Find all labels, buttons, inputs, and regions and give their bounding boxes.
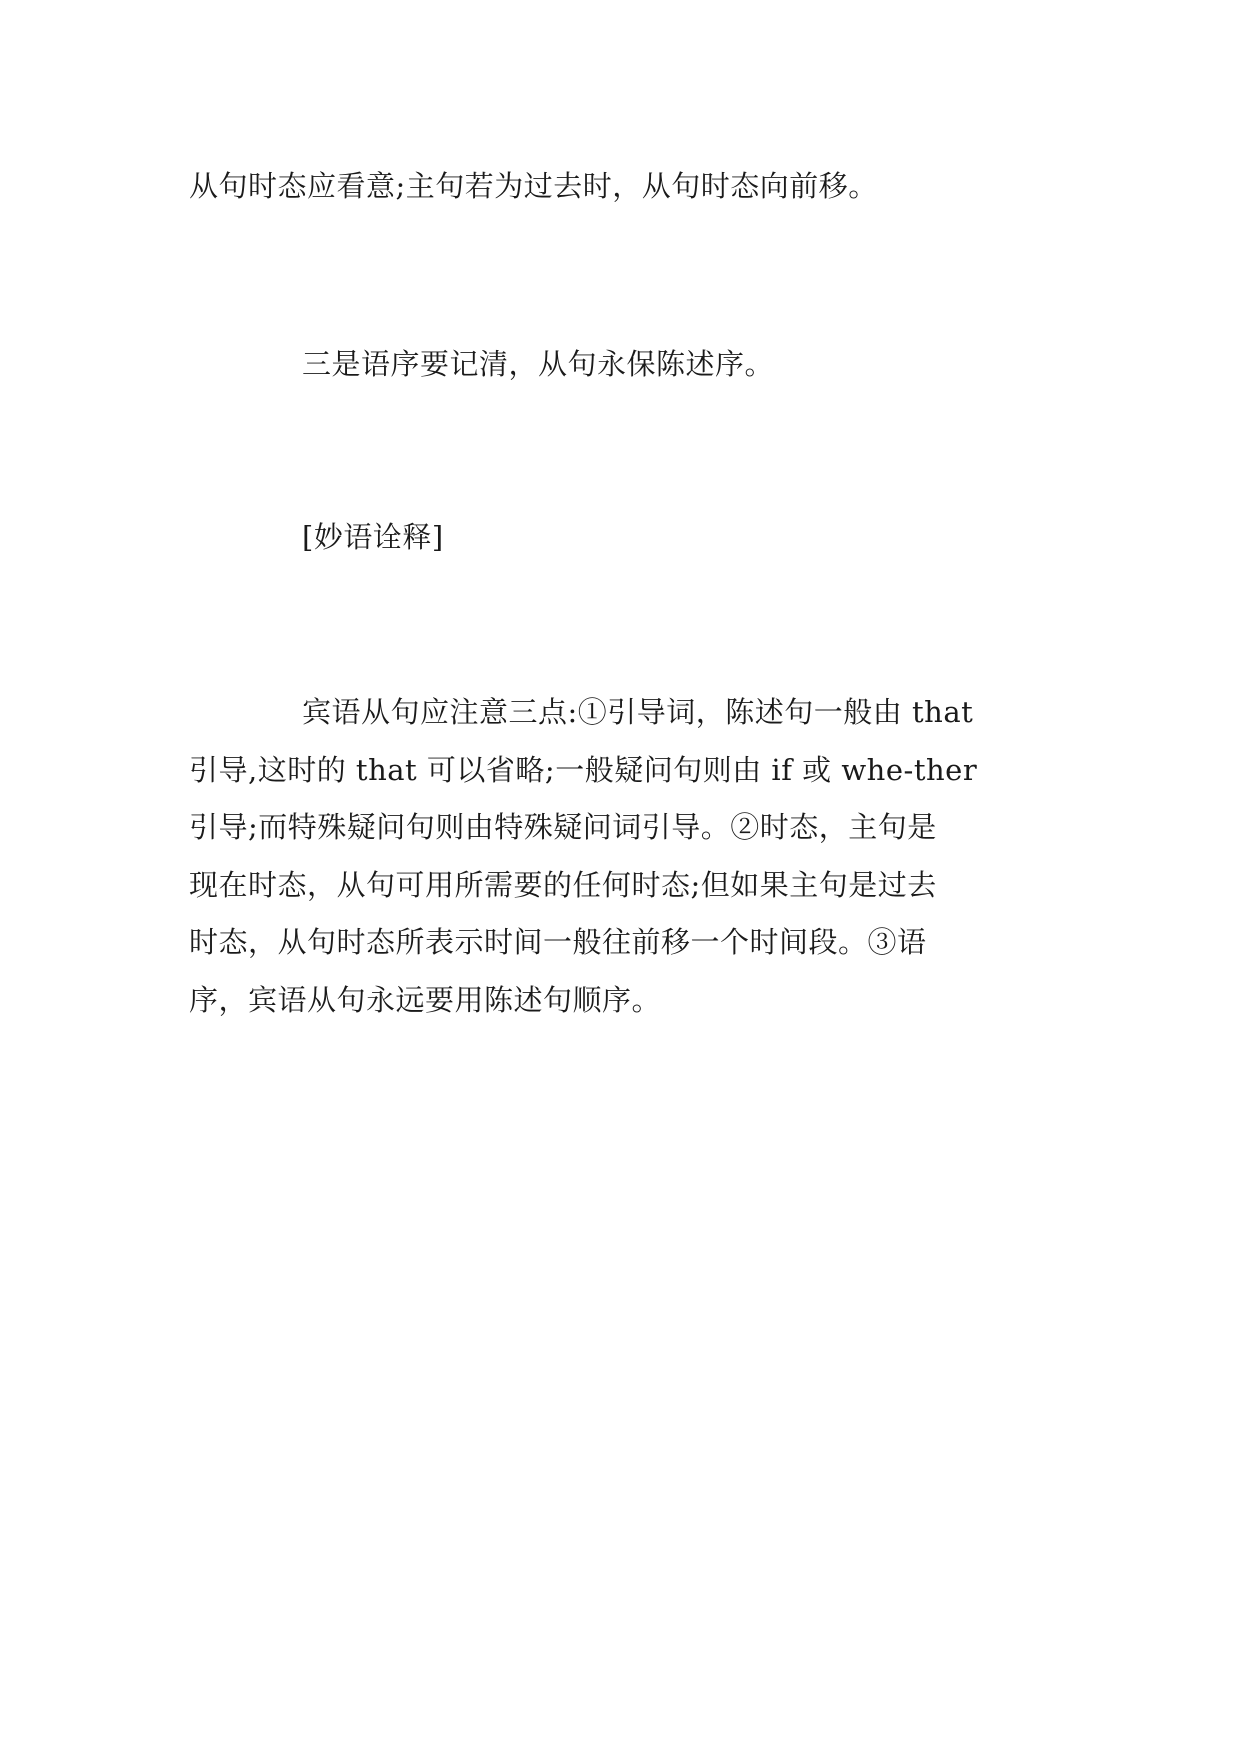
explanation-line: 现在时态，从句可用所需要的任何时态;但如果主句是过去: [189, 867, 937, 902]
explanation-line: 序，宾语从句永远要用陈述句顺序。: [189, 982, 662, 1017]
explanation-line: 引导,这时的 that 可以省略;一般疑问句则由 if 或 whe-ther: [189, 752, 978, 787]
explanation-line: 宾语从句应注意三点:①引导词，陈述句一般由 that: [302, 695, 974, 729]
explanation-line: 时态，从句时态所表示时间一般往前移一个时间段。③语: [189, 925, 927, 959]
explanation-line: 引导;而特殊疑问句则由特殊疑问词引导。②时态，主句是: [189, 810, 937, 844]
paragraph-word-order-rule: 三是语序要记清，从句永保陈述序。: [302, 347, 775, 381]
section-heading-explanation: [妙语诠释]: [302, 520, 444, 554]
paragraph-tense-rule: 从句时态应看意;主句若为过去时，从句时态向前移。: [189, 169, 878, 203]
paragraph-explanation: [189, 684, 1056, 1029]
